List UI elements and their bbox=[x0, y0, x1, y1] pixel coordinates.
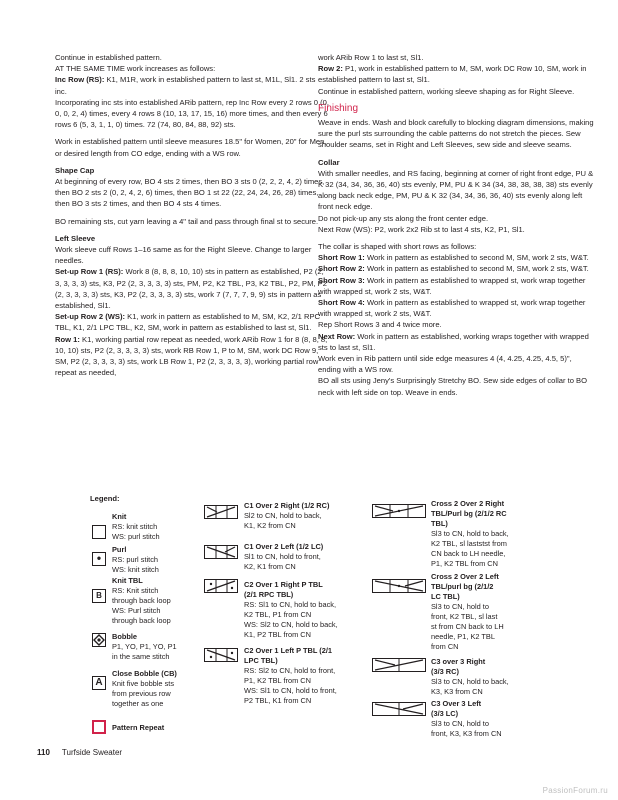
short-row-1-label: Short Row 1: bbox=[318, 253, 365, 263]
legend-c2rp bbox=[244, 580, 338, 640]
row2-label: Row 2: bbox=[318, 64, 343, 74]
cross-right-icon bbox=[373, 505, 425, 517]
short-row-2-text: Work in pattern as established to second M, SM, work 2 sts, W&T. bbox=[364, 264, 589, 274]
close-bobble-l3: together as one bbox=[112, 699, 164, 708]
knit-tbl-l2: through back loop bbox=[112, 596, 171, 605]
knit-title: Knit bbox=[112, 512, 127, 521]
c2l-l2: K2, K1 from CN bbox=[244, 562, 296, 571]
legend-knit bbox=[112, 512, 160, 542]
row1-label: Row 1: bbox=[55, 334, 80, 344]
c2r-l2: K1, K2 from CN bbox=[244, 521, 296, 530]
row2-text: P1, work in established pattern to M, SM, work DC Row 10, SM, work in established pattern to last st, Sl1. bbox=[318, 64, 587, 85]
text-incorporating: Incorporating inc sts into established ARib pattern, rep Inc Row every 2 rows 0 (0, 0, 0, 2, 4) times, every 4 rows 8 (10, 13, 17, 15, 16) more times, and then every 6 rows 6 (5, 3, 1, 1, 0) times. 72 (74, 80, 84, 88, 92) sts. bbox=[55, 97, 329, 130]
cross-2-over-2-right-symbol bbox=[372, 504, 426, 518]
knit-ws: WS: purl stitch bbox=[112, 532, 160, 541]
inc-row-text: K1, M1R, work in established pattern to last st, M1L, Sl1. 2 sts inc. bbox=[55, 75, 316, 96]
c3l-l2: front, K3, K3 from CN bbox=[431, 729, 502, 738]
c1-over-2-right-symbol bbox=[204, 505, 238, 519]
legend-c2l bbox=[244, 542, 323, 572]
purl-rs: RS: purl stitch bbox=[112, 555, 159, 564]
setup1-label: Set-up Row 1 (RS): bbox=[55, 267, 124, 277]
collar-heading: Collar bbox=[318, 157, 340, 167]
cross-right-title-2: TBL/Purl bg (2/1/2 RC bbox=[431, 509, 507, 518]
cross-left-l2: front, K2 TBL, sl last bbox=[431, 612, 498, 621]
setup1-text: Work 8 (8, 8, 8, 10, 10) sts in pattern as established, P2 (2, 3, 3, 3, 3) sts, K3, P2 (2, 3, 3, 3, 3) sts, PM, P2, K2 TBL, P3, K2 TBL, P2, PM, P2 (2, 3, 3, 3, 3) sts, K3, P2 (2, 3, 3, 3, 3) sts, work 7 (7, 7, 7, 9, 9) sts in pattern as established, Sl1. bbox=[55, 267, 327, 311]
setup2-label: Set-up Row 2 (WS): bbox=[55, 312, 126, 322]
legend-c3l bbox=[431, 699, 502, 739]
bobble-symbol bbox=[92, 633, 106, 647]
text-collar-pickup: With smaller needles, and RS facing, beginning at corner of right front edge, PU & K 32 (34, 34, 36, 36, 40) sts evenly, PM, PU & K 34 (34, 38, 38, 38, 38) sts evenly along back neck edge, PM, PU & K 32 (34, 34, 36, 36, 40) sts evenly along left front neck edge. bbox=[318, 168, 594, 212]
finishing-heading: Finishing bbox=[318, 102, 359, 114]
c2rp-l3: WS: Sl2 to CN, hold to back, bbox=[244, 620, 338, 629]
left-cross-icon bbox=[205, 546, 237, 558]
knit-tbl-symbol: B bbox=[92, 589, 106, 603]
text-short-rows-intro: The collar is shaped with short rows as follows: bbox=[318, 242, 477, 252]
bobble-title: Bobble bbox=[112, 632, 138, 641]
cross-left-l5: from CN bbox=[431, 642, 459, 651]
cross-right-title-1: Cross 2 Over 2 Right bbox=[431, 499, 505, 508]
c2lp-title-2: LPC TBL) bbox=[244, 656, 278, 665]
row1-text: K1, working partial row repeat as needed, work ARib Row 1 for 8 (8, 8, 8, 10, 10) sts, P2 (2, 3, 3, 3, 3) sts, work RB Row 1, P to M, SM, work DC Row 9, SM, P2 (2, 3, 3, 3, 3) sts, work LB Row 1, P2 (2, 3, 3, 3, 3), working partial row repeat as needed, bbox=[55, 334, 328, 378]
c2r-l1: Sl2 to CN, hold to back, bbox=[244, 511, 322, 520]
page-footer bbox=[37, 748, 122, 757]
text-sleeve-cuff: Work sleeve cuff Rows 1–16 same as for the Right Sleeve. Change to larger needles. bbox=[55, 245, 312, 266]
c2lp-title-1: C2 Over 1 Left P TBL (2/1 bbox=[244, 646, 333, 655]
close-bobble-l1: Knit five bobble sts bbox=[112, 679, 175, 688]
text-continue-sleeve: Continue in established pattern, working sleeve shaping as for Right Sleeve. bbox=[318, 86, 575, 96]
text-shape-cap: At beginning of every row, BO 4 sts 2 times, then BO 3 sts 0 (2, 2, 2, 4, 2) times, then BO 2 sts 2 (0, 2, 4, 2, 6) times, then BO 1 st 22 (22, 24, 24, 26, 28) times, then BO 3 sts 2 times, and then BO 4 sts 4 times. bbox=[55, 177, 325, 209]
text-rep-short-rows: Rep Short Rows 3 and 4 twice more. bbox=[318, 320, 442, 330]
c3r-title-2: (3/3 RC) bbox=[431, 667, 459, 676]
legend-c3r bbox=[431, 657, 509, 697]
c3-left-icon bbox=[373, 703, 425, 715]
purl-ws: WS: knit stitch bbox=[112, 565, 159, 574]
c3-over-3-left-symbol bbox=[372, 702, 426, 716]
short-row-3-text: Work in pattern as established to wrapped st, work wrap together with wrapped st, work 2 sts, W&T. bbox=[318, 275, 586, 296]
left-purl-cross-icon bbox=[205, 649, 237, 661]
pattern-repeat-symbol bbox=[92, 720, 106, 734]
setup2-text: K1, work in pattern as established to M, SM, K2, 2/1 RPC TBL, K1, 2/1 LPC TBL, K2, SM, work in pattern as established to last st, Sl1. bbox=[55, 312, 321, 333]
c2lp-l2: P1, K2 TBL from CN bbox=[244, 676, 311, 685]
cross-left-l1: Sl3 to CN, hold to bbox=[431, 602, 489, 611]
cross-left-icon bbox=[373, 580, 425, 592]
short-row-4-text: Work in pattern as established to wrapped st, work wrap together with wrapped st, work 2 sts, W&T. bbox=[318, 298, 586, 319]
right-column bbox=[318, 52, 594, 398]
bobble-icon bbox=[93, 634, 105, 646]
c3r-title-1: C3 over 3 Right bbox=[431, 657, 486, 666]
c2lp-l4: P2 TBL, K1 from CN bbox=[244, 696, 312, 705]
knit-symbol bbox=[92, 525, 106, 539]
c2l-l1: Sl1 to CN, hold to front, bbox=[244, 552, 321, 561]
next-row-text: Work in pattern as established, working wraps together with wrapped sts to last st, Sl1. bbox=[318, 331, 589, 352]
text-sleeve-measure: Work in established pattern until sleeve measures 18.5" for Women, 20" for Men, or desired length from CO edge, ending with a WS row. bbox=[55, 137, 327, 158]
next-row-label: Next Row: bbox=[318, 331, 356, 341]
short-row-1-text: Work in pattern as established to second M, SM, work 2 sts, W&T. bbox=[364, 253, 589, 263]
c3-over-3-right-symbol bbox=[372, 658, 426, 672]
footer-title: Turfside Sweater bbox=[61, 748, 123, 757]
purl-title: Purl bbox=[112, 545, 127, 554]
c2-over-1-right-p-tbl-symbol bbox=[204, 579, 238, 593]
c2r-title: C1 Over 2 Right (1/2 RC) bbox=[244, 501, 330, 510]
c3l-title-2: (3/3 LC) bbox=[431, 709, 459, 718]
legend-c2lp bbox=[244, 646, 337, 706]
text-work-even: Work even in Rib pattern until side edge measures 4 (4, 4.25, 4.25, 4.5, 5)", ending with a WS row. bbox=[318, 354, 572, 375]
short-row-2-label: Short Row 2: bbox=[318, 264, 365, 274]
purl-symbol: • bbox=[92, 552, 106, 566]
c2rp-title-1: C2 Over 1 Right P TBL bbox=[244, 580, 323, 589]
right-cross-icon bbox=[205, 506, 237, 518]
cross-2-over-2-left-symbol bbox=[372, 579, 426, 593]
legend-title: Legend: bbox=[90, 494, 120, 503]
c2lp-l3: WS: Sl1 to CN, hold to front, bbox=[244, 686, 337, 695]
c1-over-2-left-symbol bbox=[204, 545, 238, 559]
cross-right-title-3: TBL) bbox=[431, 519, 448, 528]
legend-cross-left bbox=[431, 572, 504, 652]
legend-purl bbox=[112, 545, 159, 575]
cross-left-title-1: Cross 2 Over 2 Left bbox=[431, 572, 499, 581]
c3-right-icon bbox=[373, 659, 425, 671]
c3l-l1: Sl3 to CN, hold to bbox=[431, 719, 489, 728]
left-column bbox=[55, 52, 329, 378]
bobble-l1: P1, YO, P1, YO, P1 bbox=[112, 642, 177, 651]
text-next-row-ws: Next Row (WS): P2, work 2x2 Rib st to last 4 sts, K2, P1, Sl1. bbox=[318, 224, 525, 234]
page-number: 110 bbox=[37, 748, 50, 757]
watermark: PassionForum.ru bbox=[542, 786, 608, 795]
close-bobble-title: Close Bobble (CB) bbox=[112, 669, 177, 678]
cross-left-title-3: LC TBL) bbox=[431, 592, 460, 601]
knit-rs: RS: knit stitch bbox=[112, 522, 158, 531]
cross-left-l3: st from CN back to LH bbox=[431, 622, 504, 631]
c2rp-title-2: (2/1 RPC TBL) bbox=[244, 590, 294, 599]
legend-knit-tbl bbox=[112, 576, 171, 626]
cross-right-l4: P1, K2 TBL from CN bbox=[431, 559, 498, 568]
text-no-pickup: Do not pick-up any sts along the front center edge. bbox=[318, 213, 489, 223]
text-bo-all: BO all sts using Jeny's Surprisingly Stretchy BO. Sew side edges of collar to BO neck with left side on top. Weave in ends. bbox=[318, 376, 588, 397]
text-arib-row: work ARib Row 1 to last st, Sl1. bbox=[318, 53, 424, 62]
c3r-l2: K3, K3 from CN bbox=[431, 687, 483, 696]
text-same-time: AT THE SAME TIME work increases as follows: bbox=[55, 64, 216, 74]
c3r-l1: Sl3 to CN, hold to back, bbox=[431, 677, 509, 686]
c2l-title: C1 Over 2 Left (1/2 LC) bbox=[244, 542, 324, 551]
legend-c2r bbox=[244, 501, 329, 531]
legend-pattern-repeat bbox=[112, 723, 164, 733]
pattern-repeat-title: Pattern Repeat bbox=[112, 723, 165, 732]
c3l-title-1: C3 Over 3 Left bbox=[431, 699, 482, 708]
text-continue: Continue in established pattern. bbox=[55, 53, 162, 62]
cross-right-l3: CN back to LH needle, bbox=[431, 549, 506, 558]
text-finishing: Weave in ends. Wash and block carefully to blocking diagram dimensions, making sure the purl sts surrounding the cable patterns do not stretch the pieces. Sew shoulder seams, set in Right and Left Sleeves, sew side and sleeve seams. bbox=[318, 118, 594, 150]
inc-row-label: Inc Row (RS): bbox=[55, 75, 105, 85]
knit-tbl-l4: through back loop bbox=[112, 616, 171, 625]
knit-tbl-title: Knit TBL bbox=[112, 576, 143, 585]
text-bo-remaining: BO remaining sts, cut yarn leaving a 4" tail and pass through final st to secure. bbox=[55, 216, 319, 226]
c2rp-l1: RS: Sl1 to CN, hold to back, bbox=[244, 600, 337, 609]
right-purl-cross-icon bbox=[205, 580, 237, 592]
short-row-3-label: Short Row 3: bbox=[318, 275, 365, 285]
cross-right-l1: Sl3 to CN, hold to back, bbox=[431, 529, 509, 538]
short-row-4-label: Short Row 4: bbox=[318, 298, 365, 308]
cross-left-title-2: TBL/purl bg (2/1/2 bbox=[431, 582, 494, 591]
c2-over-1-left-p-tbl-symbol bbox=[204, 648, 238, 662]
c2rp-l4: K1, P2 TBL from CN bbox=[244, 630, 311, 639]
legend-cross-right bbox=[431, 499, 509, 569]
knit-tbl-l1: RS: Knit stitch bbox=[112, 586, 159, 595]
close-bobble-symbol: A bbox=[92, 676, 106, 690]
c2lp-l1: RS: Sl2 to CN, hold to front, bbox=[244, 666, 336, 675]
c2rp-l2: K2 TBL, P1 from CN bbox=[244, 610, 312, 619]
left-sleeve-heading: Left Sleeve bbox=[55, 233, 96, 243]
cross-right-l2: K2 TBL, sl laststst from bbox=[431, 539, 507, 548]
bobble-l2: in the same stitch bbox=[112, 652, 170, 661]
cross-left-l4: needle, P1, K2 TBL bbox=[431, 632, 495, 641]
shape-cap-heading: Shape Cap bbox=[55, 165, 95, 175]
knit-tbl-l3: WS: Purl stitch bbox=[112, 606, 161, 615]
close-bobble-l2: from previous row bbox=[112, 689, 171, 698]
legend-bobble bbox=[112, 632, 177, 662]
legend-close-bobble bbox=[112, 669, 177, 709]
